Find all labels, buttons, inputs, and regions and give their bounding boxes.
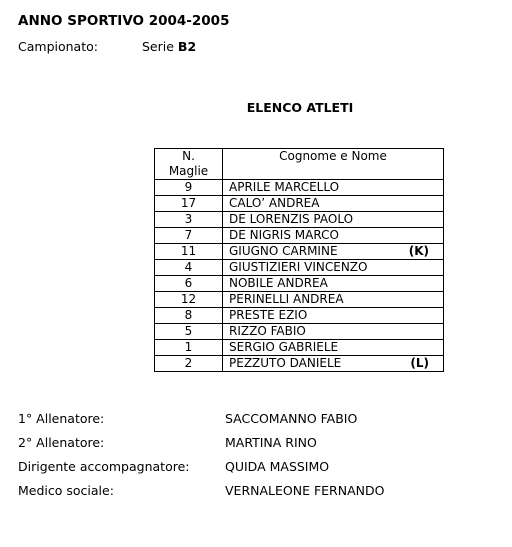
- header-number-line2: Maglie: [168, 164, 209, 178]
- campionato-value: [142, 39, 196, 54]
- player-name: APRILE MARCELLO: [229, 180, 340, 194]
- player-name-cell: [223, 276, 444, 292]
- player-name-cell: [223, 212, 444, 228]
- table-row: [155, 340, 444, 356]
- player-number: 2: [155, 356, 223, 372]
- player-name-cell: [223, 308, 444, 324]
- player-name: GIUSTIZIERI VINCENZO: [229, 260, 368, 274]
- staff-value: VERNALEONE FERNANDO: [225, 483, 385, 498]
- staff-value: MARTINA RINO: [225, 435, 317, 450]
- player-number: 8: [155, 308, 223, 324]
- staff-label: Medico sociale:: [18, 483, 114, 498]
- roster-title: ELENCO ATLETI: [246, 100, 354, 115]
- table-row: [155, 308, 444, 324]
- table-row: [155, 228, 444, 244]
- staff-label: 2° Allenatore:: [18, 435, 105, 450]
- player-name-cell: [223, 228, 444, 244]
- header-number: [155, 149, 223, 180]
- player-name: DE LORENZIS PAOLO: [229, 212, 354, 226]
- table-row: [155, 196, 444, 212]
- player-name-cell: [223, 180, 444, 196]
- campionato-value-series: B2: [177, 39, 197, 54]
- staff-label: 1° Allenatore:: [18, 411, 105, 426]
- staff-label: Dirigente accompagnatore:: [18, 459, 190, 474]
- player-number: 12: [155, 292, 223, 308]
- player-name-cell: [223, 260, 444, 276]
- player-name: NOBILE ANDREA: [229, 276, 328, 290]
- table-row: [155, 180, 444, 196]
- player-number: 1: [155, 340, 223, 356]
- header-name: Cognome e Nome: [223, 149, 444, 180]
- table-row: [155, 244, 444, 260]
- staff-value: SACCOMANNO FABIO: [225, 411, 358, 426]
- table-row: [155, 212, 444, 228]
- header-number-line1: N.: [182, 149, 195, 163]
- season-title: ANNO SPORTIVO 2004-2005: [18, 13, 230, 29]
- player-name-cell: [223, 244, 444, 260]
- player-number: 5: [155, 324, 223, 340]
- player-name: DE NIGRIS MARCO: [229, 228, 339, 242]
- player-name-cell: [223, 356, 444, 372]
- staff-value: QUIDA MASSIMO: [225, 459, 330, 474]
- player-name: CALO’ ANDREA: [229, 196, 320, 210]
- table-row: [155, 260, 444, 276]
- player-number: 3: [155, 212, 223, 228]
- player-name-cell: [223, 340, 444, 356]
- player-name: PERINELLI ANDREA: [229, 292, 344, 306]
- player-name: SERGIO GABRIELE: [229, 340, 339, 354]
- roster-table: [154, 148, 444, 372]
- player-name-cell: [223, 292, 444, 308]
- table-row: [155, 356, 444, 372]
- table-row: [155, 276, 444, 292]
- player-name-cell: [223, 196, 444, 212]
- player-number: 17: [155, 196, 223, 212]
- roster-header-row: [155, 149, 444, 180]
- player-role-tag: (L): [410, 356, 429, 370]
- table-row: [155, 324, 444, 340]
- player-number: 4: [155, 260, 223, 276]
- campionato-value-prefix: Serie: [142, 39, 174, 54]
- campionato-label: Campionato:: [18, 39, 98, 54]
- table-row: [155, 292, 444, 308]
- player-name: GIUGNO CARMINE: [229, 244, 338, 258]
- player-name: PEZZUTO DANIELE: [229, 356, 342, 370]
- player-role-tag: (K): [408, 244, 429, 258]
- player-number: 11: [155, 244, 223, 260]
- player-number: 6: [155, 276, 223, 292]
- player-name-cell: [223, 324, 444, 340]
- player-name: PRESTE EZIO: [229, 308, 308, 322]
- player-name: RIZZO FABIO: [229, 324, 306, 338]
- player-number: 7: [155, 228, 223, 244]
- player-number: 9: [155, 180, 223, 196]
